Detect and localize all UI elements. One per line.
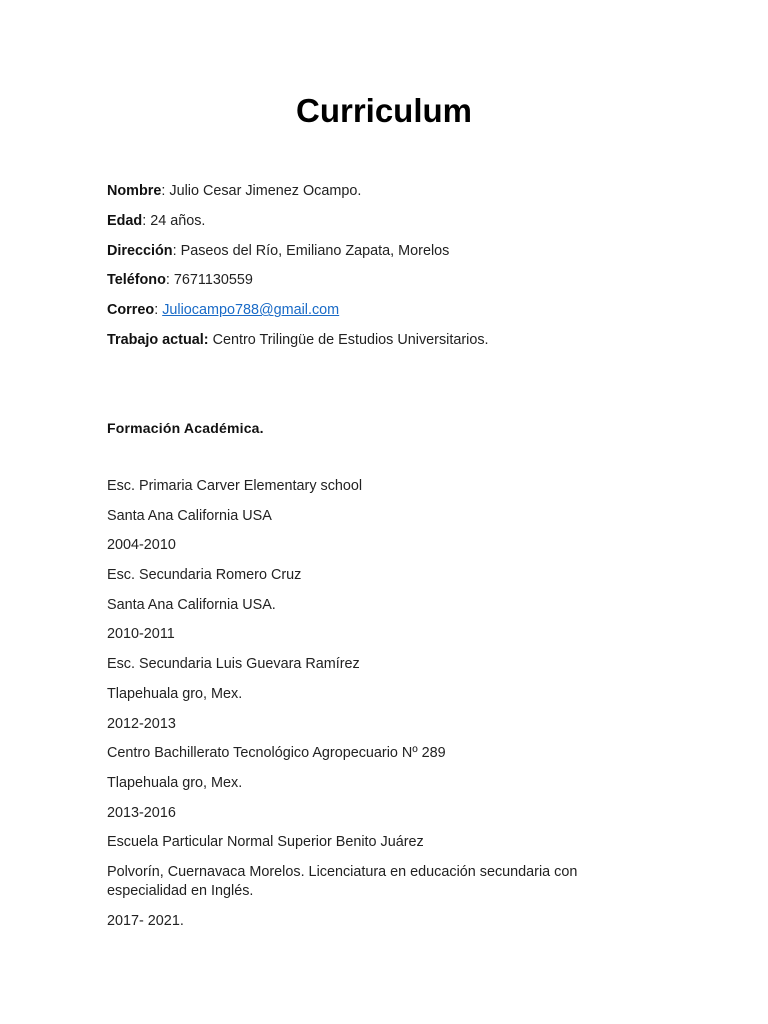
education-line: Santa Ana California USA.	[107, 596, 276, 613]
info-label: Nombre	[107, 183, 162, 199]
info-row-telefono	[107, 269, 667, 299]
info-value: 24 años.	[150, 212, 206, 229]
education-line: Escuela Particular Normal Superior Benito Juárez	[107, 834, 424, 851]
info-separator: :	[161, 183, 170, 199]
info-value: Julio Cesar Jimenez Ocampo.	[169, 183, 362, 199]
info-label: Dirección	[107, 242, 173, 259]
education-line: Santa Ana California USA	[107, 507, 272, 524]
education-line: Tlapehuala gro, Mex.	[107, 685, 243, 702]
info-row-nombre	[107, 180, 667, 210]
education-line: Esc. Primaria Carver Elementary school	[107, 478, 363, 494]
info-value: 7671130559	[173, 272, 253, 289]
info-label: Teléfono	[107, 272, 166, 289]
info-value: Paseos del Río, Emiliano Zapata, Morelos	[180, 242, 450, 259]
info-separator: :	[172, 242, 181, 259]
info-label: Correo	[107, 302, 155, 319]
email-link[interactable]: Juliocampo788@gmail.com	[162, 302, 340, 319]
info-row-direccion	[107, 240, 667, 270]
info-row-trabajo-actual	[107, 329, 667, 359]
education-line: Polvorín, Cuernavaca Morelos. Licenciatura en educación secundaria con especialidad en Inglés.	[107, 863, 578, 899]
education-line: Esc. Secundaria Romero Cruz	[107, 567, 302, 584]
info-row-correo	[107, 299, 667, 329]
info-separator: :	[154, 302, 163, 319]
education-line: 2004-2010	[107, 537, 176, 554]
info-label: Edad	[107, 212, 143, 229]
education-line: 2013-2016	[107, 804, 176, 821]
education-line: 2012-2013	[107, 715, 176, 732]
education-heading: Formación Académica.	[107, 420, 264, 436]
info-row-edad	[107, 210, 667, 240]
education-line: Tlapehuala gro, Mex.	[107, 774, 243, 791]
education-line: 2017- 2021.	[107, 912, 184, 929]
education-line: Centro Bachillerato Tecnológico Agropecuario Nº 289	[107, 745, 446, 762]
document-title: Curriculum	[295, 92, 473, 129]
education-list	[107, 477, 627, 941]
info-label: Trabajo actual:	[107, 331, 209, 348]
info-value: Centro Trilingüe de Estudios Universitarios.	[212, 331, 489, 348]
education-line: Esc. Secundaria Luis Guevara Ramírez	[107, 656, 360, 673]
info-separator: :	[142, 212, 151, 229]
info-separator: :	[165, 272, 174, 289]
personal-info	[107, 180, 667, 359]
education-line: 2010-2011	[107, 626, 175, 643]
